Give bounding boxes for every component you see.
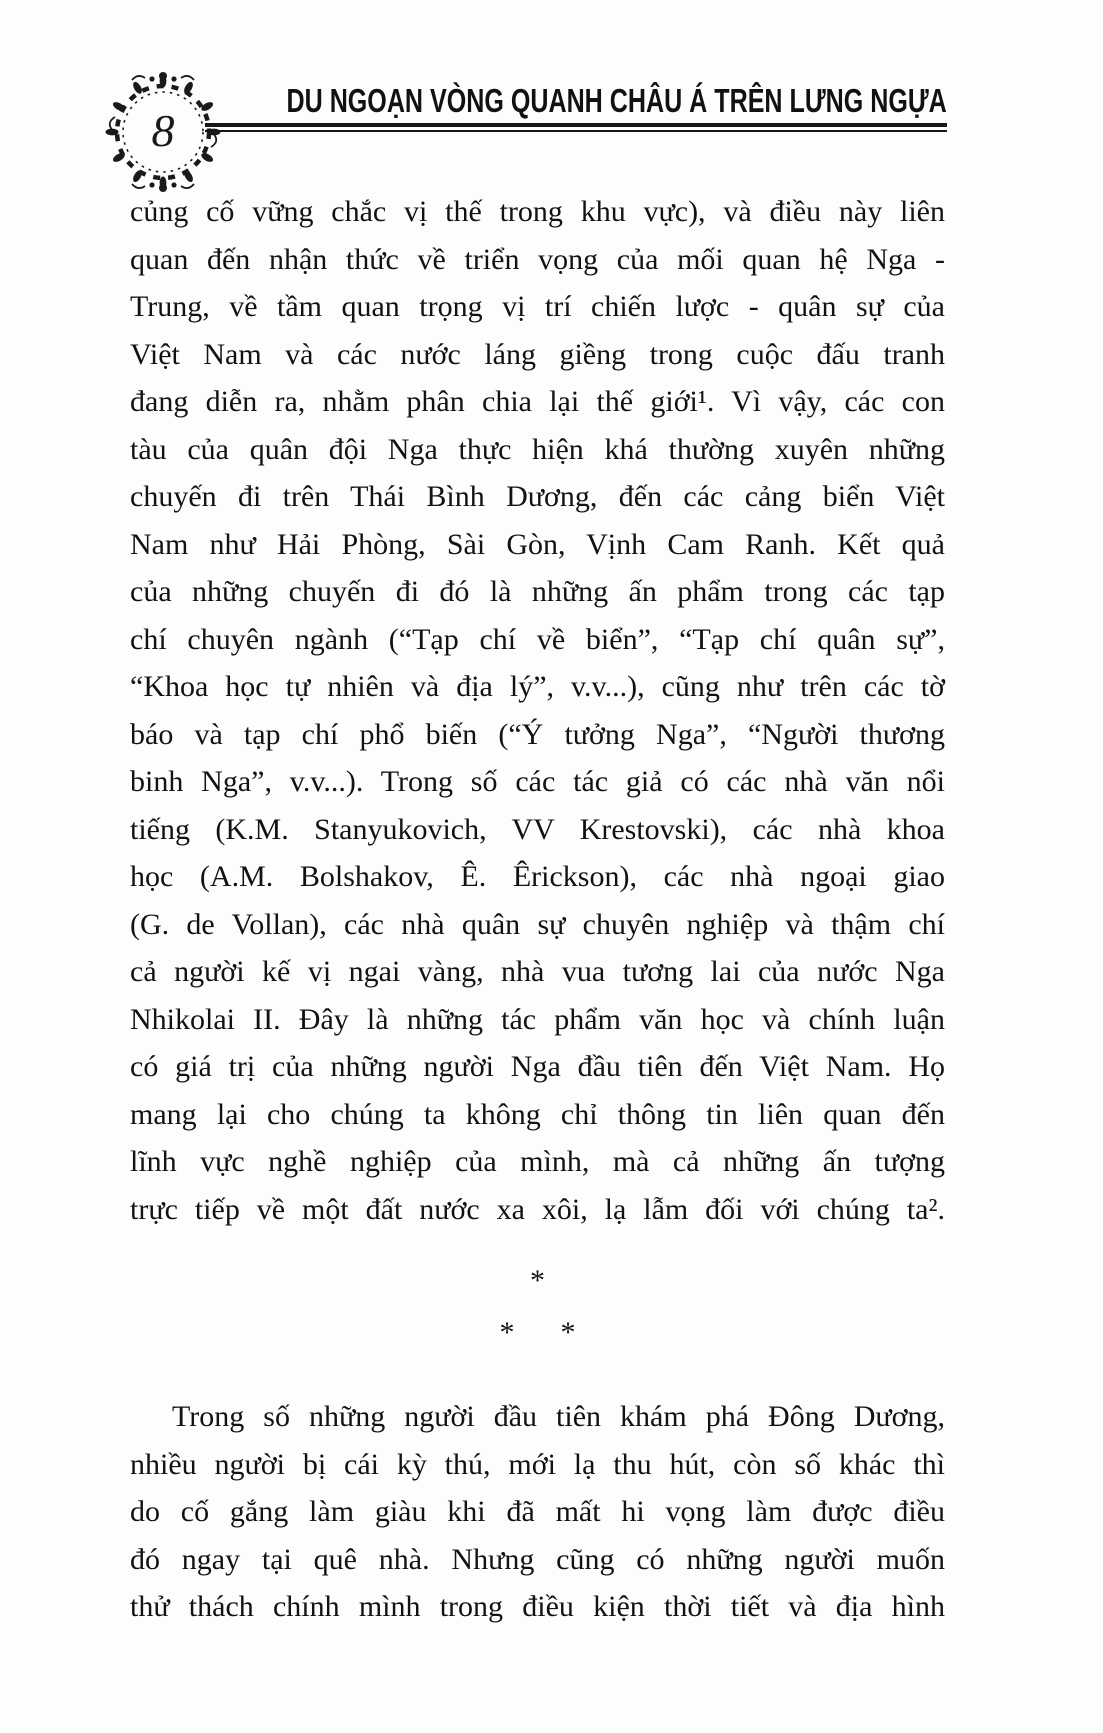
text-line: đang diễn ra, nhằm phân chia lại thế giới¹. Vì vậy, các con <box>130 385 945 418</box>
text-line: tiếng (K.M. Stanyukovich, VV Krestovski), các nhà khoa <box>130 812 945 846</box>
text-line: lĩnh vực nghề nghiệp của mình, mà cả những ấn tượng <box>130 1145 945 1178</box>
text-line: đó ngay tại quê nhà. Nhưng cũng có những người muốn <box>130 1542 945 1576</box>
separator-star-pair <box>130 1307 945 1359</box>
text-line: Nam như Hải Phòng, Sài Gòn, Vịnh Cam Ranh. Kết quả <box>130 527 945 561</box>
text-line: cả người kế vị ngai vàng, nhà vua tương lai của nước Nga <box>130 955 945 988</box>
text-line: củng cố vững chắc vị thế trong khu vực), và điều này liên <box>130 195 945 228</box>
text-line: Trung, về tầm quan trọng vị trí chiến lược - quân sự của <box>130 290 945 323</box>
text-line: có giá trị của những người Nga đầu tiên đến Việt Nam. Họ <box>130 1050 945 1083</box>
text-line: Nhikolai II. Đây là những tác phẩm văn học và chính luận <box>130 1002 945 1036</box>
text-line: quan đến nhận thức về triển vọng của mối quan hệ Nga - <box>130 242 945 276</box>
text-line: của những chuyến đi đó là những ấn phẩm trong các tạp <box>130 575 945 608</box>
text-line: Trong số những người đầu tiên khám phá Đông Dương, <box>172 1400 945 1433</box>
separator-star-right: * <box>560 1316 576 1349</box>
text-line: trực tiếp về một đất nước xa xôi, lạ lẫm đối với chúng ta². <box>130 1192 945 1226</box>
page-number: 8 <box>151 104 175 156</box>
section-separator <box>130 1255 945 1359</box>
text-line: thử thách chính mình trong điều kiện thời tiết và địa hình <box>130 1590 945 1623</box>
separator-star-top: * <box>530 1264 545 1297</box>
text-line: Việt Nam và các nước láng giềng trong cuộc đấu tranh <box>130 337 945 371</box>
text-line: mang lại cho chúng ta không chỉ thông tin liên quan đến <box>130 1097 945 1131</box>
paragraph-2 <box>130 1395 945 1633</box>
text-line: tàu của quân đội Nga thực hiện khá thường xuyên những <box>130 432 945 466</box>
paragraph-1 <box>130 190 945 1235</box>
text-line: báo và tạp chí phổ biến (“Ý tưởng Nga”, “Người thương <box>130 717 945 751</box>
separator-star-left: * <box>499 1316 515 1349</box>
text-line: binh Nga”, v.v...). Trong số các tác giả có các nhà văn nổi <box>130 765 945 798</box>
text-line: “Khoa học tự nhiên và địa lý”, v.v...), cũng như trên các tờ <box>130 670 945 703</box>
text-line: học (A.M. Bolshakov, Ê. Êrickson), các nhà ngoại giao <box>130 860 945 893</box>
page-body <box>130 190 945 1633</box>
text-line: nhiều người bị cái kỳ thú, mới lạ thu hút, còn số khác thì <box>130 1447 945 1481</box>
text-line: chuyến đi trên Thái Bình Dương, đến các cảng biển Việt <box>130 480 945 513</box>
header-rule <box>205 123 947 132</box>
text-line: do cố gắng làm giàu khi đã mất hi vọng làm được điều <box>130 1495 945 1528</box>
text-line: (G. de Vollan), các nhà quân sự chuyên nghiệp và thậm chí <box>130 907 945 941</box>
page-number-ornament <box>100 70 226 194</box>
text-line: chí chuyên ngành (“Tạp chí về biển”, “Tạp chí quân sự”, <box>130 622 945 656</box>
running-title: DU NGOẠN VÒNG QUANH CHÂU Á TRÊN LƯNG NGỰA <box>286 82 947 119</box>
